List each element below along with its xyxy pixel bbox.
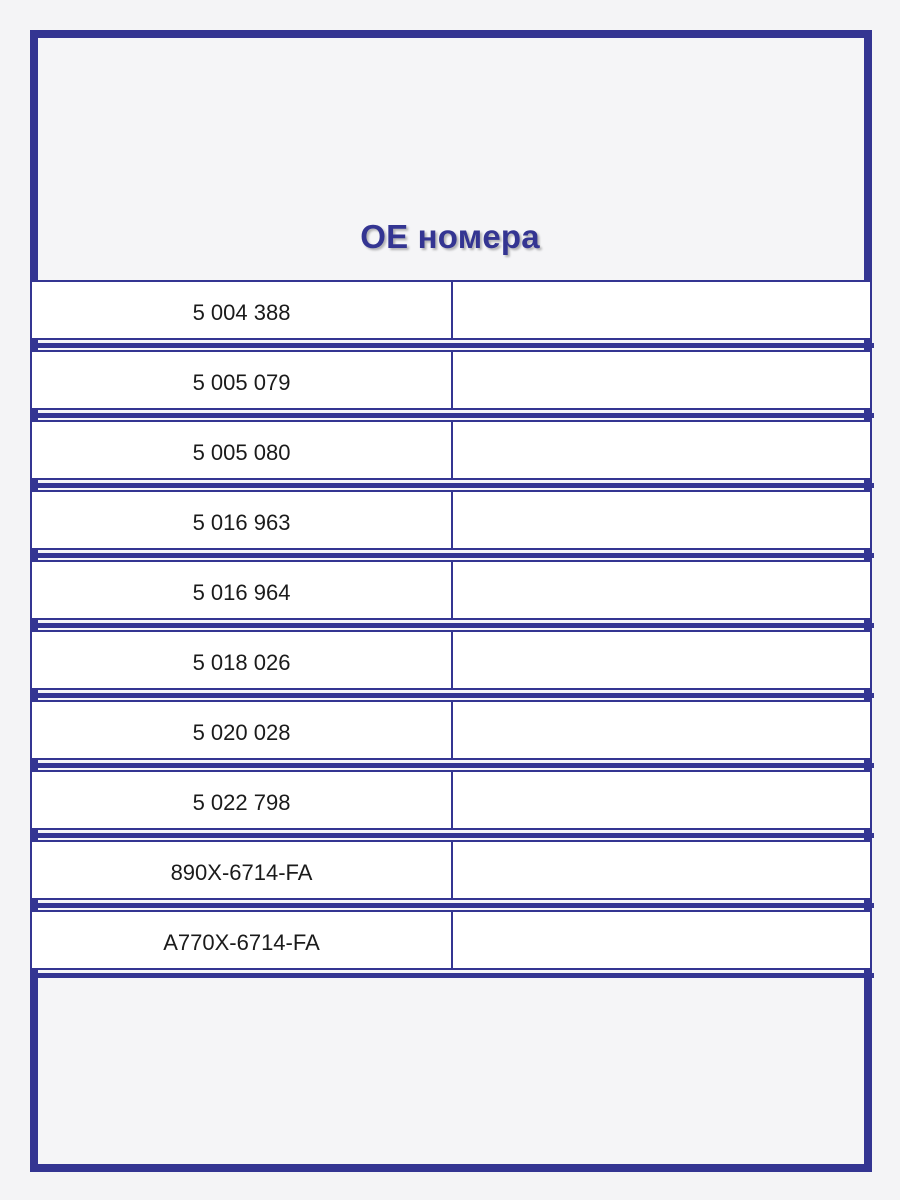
oe-number-cell: A770X-6714-FA xyxy=(30,910,451,970)
empty-cell xyxy=(451,560,872,620)
oe-number-cell: 5 018 026 xyxy=(30,630,451,690)
empty-cell xyxy=(451,700,872,760)
empty-cell xyxy=(451,770,872,830)
oe-number-cell: 5 005 079 xyxy=(30,350,451,410)
oe-number-cell: 5 016 964 xyxy=(30,560,451,620)
table-row xyxy=(30,910,872,972)
oe-number-cell: 5 016 963 xyxy=(30,490,451,550)
page-title: OE номера xyxy=(360,218,540,255)
oe-number-cell: 5 022 798 xyxy=(30,770,451,830)
table-row xyxy=(30,840,872,902)
empty-cell xyxy=(451,630,872,690)
table-row xyxy=(30,700,872,762)
oe-number-cell: 5 004 388 xyxy=(30,280,451,340)
table-row xyxy=(30,560,872,622)
empty-cell xyxy=(451,280,872,340)
empty-cell xyxy=(451,350,872,410)
empty-cell xyxy=(451,840,872,900)
table-row xyxy=(30,630,872,692)
oe-numbers-table xyxy=(30,280,872,980)
table-row xyxy=(30,420,872,482)
empty-cell xyxy=(451,490,872,550)
oe-number-cell: 890X-6714-FA xyxy=(30,840,451,900)
table-row xyxy=(30,490,872,552)
table-row xyxy=(30,280,872,342)
table-row xyxy=(30,770,872,832)
oe-number-cell: 5 005 080 xyxy=(30,420,451,480)
empty-cell xyxy=(451,910,872,970)
empty-cell xyxy=(451,420,872,480)
oe-number-cell: 5 020 028 xyxy=(30,700,451,760)
table-row xyxy=(30,350,872,412)
